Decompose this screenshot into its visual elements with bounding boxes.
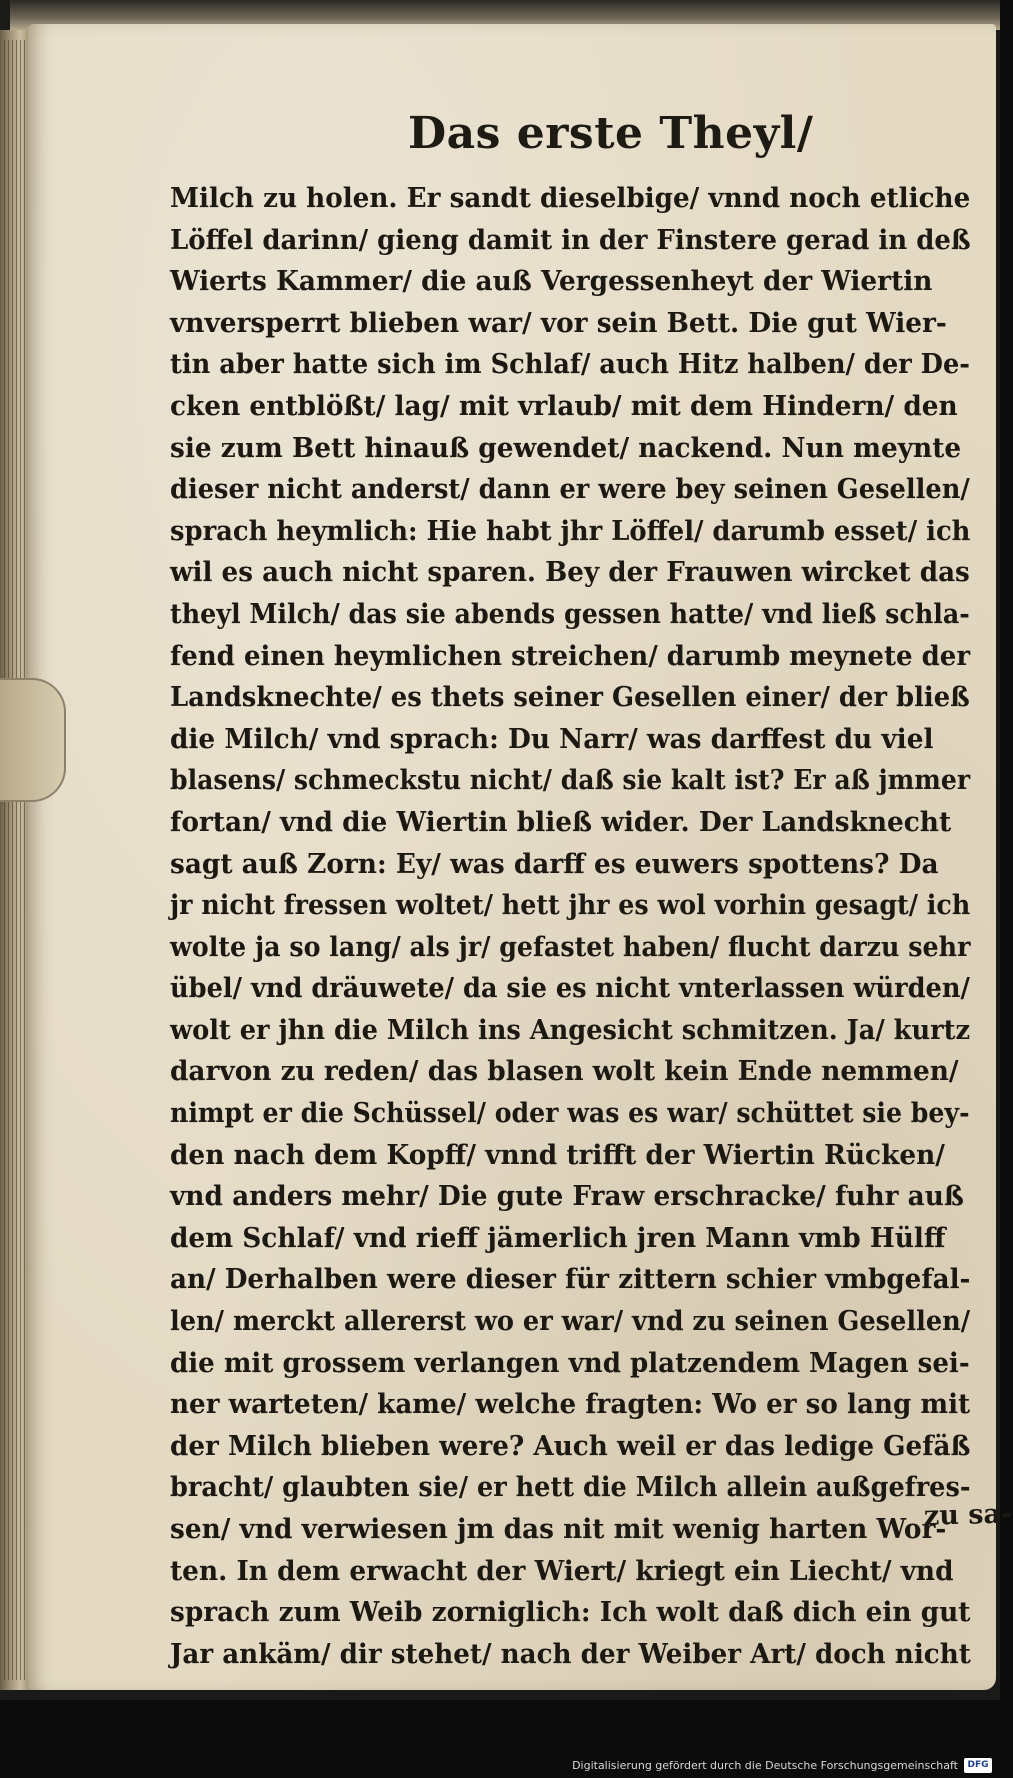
text-line: Milch zu holen. Er sandt dieselbige/ vnnd noch etliche <box>170 183 971 214</box>
text-line: dieser nicht anderst/ dann er were bey seinen Gesellen/ <box>170 474 970 506</box>
text-line: sie zum Bett hinauß gewendet/ nackend. Nun meynte <box>170 432 962 464</box>
text-line: dem Schlaf/ vnd rieff jämerlich jren Mann vmb Hülff <box>170 1222 946 1254</box>
text-line: vnd anders mehr/ Die gute Fraw erschracke/ fuhr auß <box>170 1181 964 1213</box>
dfg-logo: DFG <box>964 1758 992 1773</box>
catchword: zu sa- <box>923 1498 1013 1532</box>
text-line: den nach dem Kopff/ vnnd trifft der Wiertin Rücken/ <box>170 1139 945 1171</box>
text-line: übel/ vnd dräuwete/ da sie es nicht vnterlassen würden/ <box>170 973 970 1005</box>
text-line: wil es auch nicht sparen. Bey der Frauwen wircket das <box>170 557 970 589</box>
text-line: die mit grossem verlangen vnd platzendem Magen sei- <box>170 1347 970 1379</box>
text-line: bracht/ glaubten sie/ er hett die Milch allein außgefres- <box>170 1472 971 1504</box>
footer-bar <box>0 1700 1000 1778</box>
text-line: wolte ja so lang/ als jr/ gefastet haben/ flucht darzu sehr <box>170 931 971 963</box>
text-line: len/ merckt allererst wo er war/ vnd zu seinen Gesellen/ <box>170 1306 971 1338</box>
text-line: ten. In dem erwacht der Wiert/ kriegt ein Liecht/ vnd <box>170 1555 954 1587</box>
funding-credit: Digitalisierung gefördert durch die Deutsche Forschungsgemeinschaft <box>572 1759 958 1772</box>
book-clasp <box>0 678 66 802</box>
text-line: Löffel darinn/ gieng damit in der Finstere gerad in deß <box>170 224 971 256</box>
text-line: Landsknechte/ es thets seiner Gesellen einer/ der bließ <box>170 682 970 714</box>
text-line: die Milch/ vnd sprach: Du Narr/ was darffest du viel <box>170 723 934 755</box>
text-line: wolt er jhn die Milch ins Angesicht schmitzen. Ja/ kurtz <box>170 1014 971 1046</box>
text-line: sprach zum Weib zorniglich: Ich wolt daß dich ein gut <box>170 1597 971 1629</box>
text-line: blasens/ schmeckstu nicht/ daß sie kalt ist? Er aß jmmer <box>170 765 971 797</box>
text-line: nimpt er die Schüssel/ oder was es war/ schüttet sie bey- <box>170 1098 970 1130</box>
text-line: Jar ankäm/ dir stehet/ nach der Weiber Art/ doch nicht <box>170 1638 971 1670</box>
text-line: ner warteten/ kame/ welche fragten: Wo er so lang mit <box>170 1389 971 1421</box>
text-line: theyl Milch/ das sie abends gessen hatte/ vnd ließ schla- <box>170 598 970 630</box>
page-edge-lines <box>4 40 30 1680</box>
text-line: sen/ vnd verwiesen jm das nit mit wenig harten Wor- <box>170 1514 947 1545</box>
text-line: jr nicht fressen woltet/ hett jhr es wol vorhin gesagt/ ich <box>170 890 971 922</box>
text-line: vnversperrt blieben war/ vor sein Bett. Die gut Wier- <box>170 307 947 339</box>
text-line: der Milch blieben were? Auch weil er das ledige Gefäß <box>170 1430 971 1462</box>
text-line: fortan/ vnd die Wiertin bließ wider. Der Landsknecht <box>170 806 952 838</box>
text-line: an/ Derhalben were dieser für zittern schier vmbgefal- <box>170 1264 971 1296</box>
text-line: fend einen heymlichen streichen/ darumb meynete der <box>170 640 971 672</box>
text-line: Wierts Kammer/ die auß Vergessenheyt der Wiertin <box>170 266 933 298</box>
text-line: sagt auß Zorn: Ey/ was darff es euwers spottens? Da <box>170 848 939 880</box>
body-text <box>170 178 1013 1675</box>
running-header: Das erste Theyl/ <box>408 108 814 159</box>
text-line: cken entblößt/ lag/ mit vrlaub/ mit dem Hindern/ den <box>170 390 958 422</box>
text-line: tin aber hatte sich im Schlaf/ auch Hitz halben/ der De- <box>170 349 970 381</box>
text-line: darvon zu reden/ das blasen wolt kein Ende nemmen/ <box>170 1056 959 1088</box>
text-line: sprach heymlich: Hie habt jhr Löffel/ darumb esset/ ich <box>170 515 971 547</box>
